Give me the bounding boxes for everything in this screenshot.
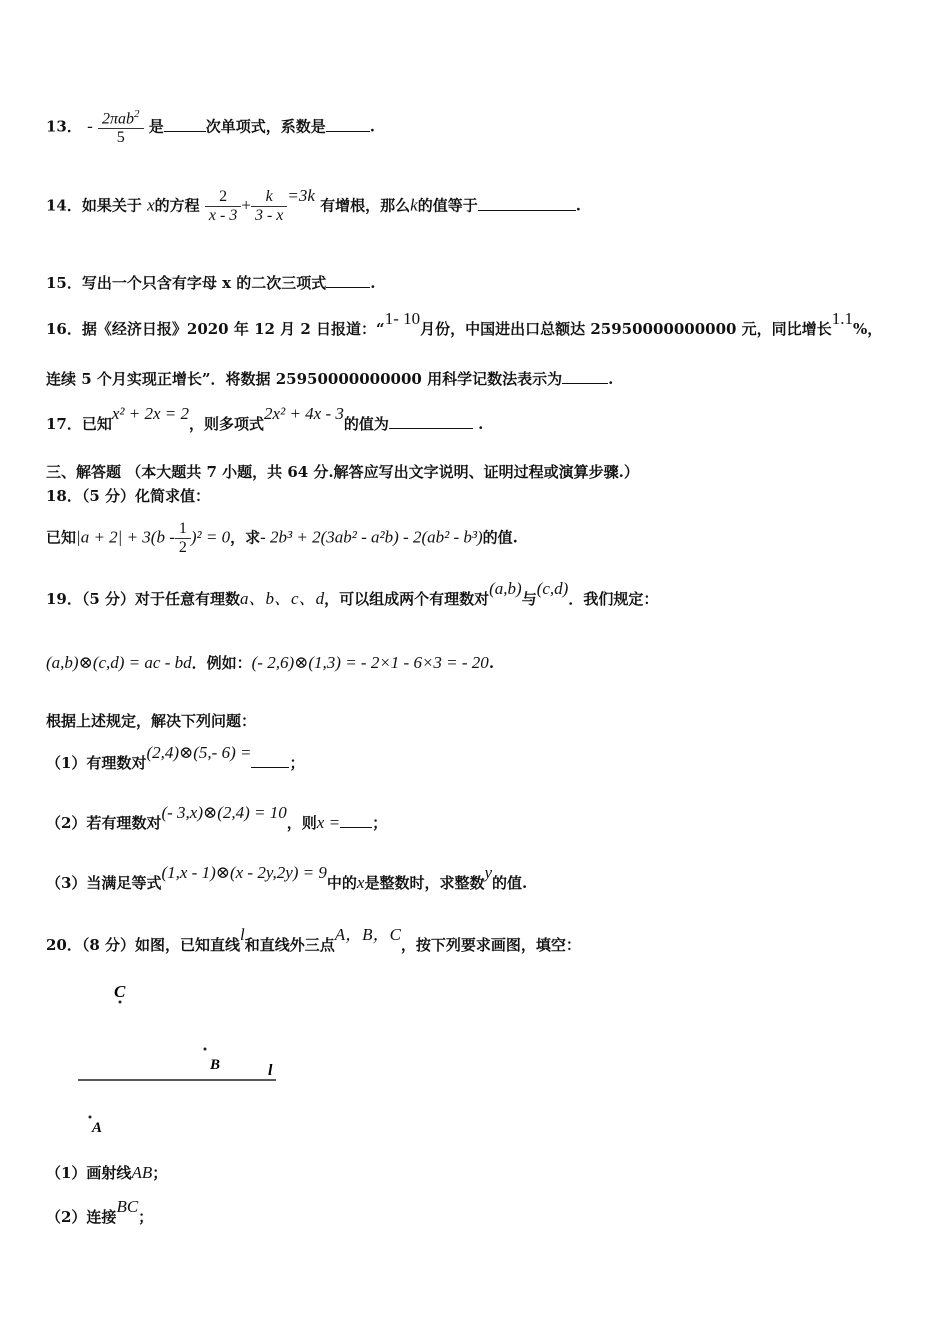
question-20-part1: （1）画射线AB； — [46, 1163, 168, 1182]
question-20: 20．（8 分）如图，已知直线l和直线外三点A，B，C，按下列要求画图，填空： — [46, 925, 581, 954]
question-19-rule: (a,b)⊗(c,d) = ac - bd．例如：(- 2,6)⊗(1,3) = - 2×1 - 6×3 = - 20. — [46, 653, 495, 672]
question-18: 18．（5 分）化简求值： — [46, 487, 211, 505]
section-3-title: 三、解答题 （本大题共 7 小题，共 64 分.解答应写出文字说明、证明过程或演算步骤.） — [46, 463, 639, 481]
q17-blank[interactable] — [389, 414, 473, 429]
question-16: 16．据《经济日报》2020 年 12 月 2 日报道：“1- 10月份，中国进出口总额达 25950000000000 元，同比增长1.1%， — [46, 309, 883, 338]
question-19: 19．（5 分）对于任意有理数a、b、c、d，可以组成两个有理数对(a,b)与(c,d)．我们规定： — [46, 579, 659, 608]
question-19-part1: （1）有理数对(2,4)⊗(5,- 6) =； — [46, 743, 305, 772]
q15-blank[interactable] — [326, 273, 370, 288]
point-a — [89, 1116, 92, 1119]
q16-blank[interactable] — [562, 369, 608, 384]
label-c: C — [114, 982, 126, 1001]
q19-p1-blank[interactable] — [251, 753, 289, 768]
label-l: l — [268, 1062, 273, 1079]
point-c — [119, 1001, 122, 1004]
question-19-part2: （2）若有理数对(- 3,x)⊗(2,4) = 10，则x = ； — [46, 803, 388, 832]
question-19-intro: 根据上述规定，解决下列问题： — [46, 712, 257, 730]
question-15: 15．写出一个只含有字母 x 的二次三项式 . — [46, 274, 376, 292]
label-b: B — [210, 1057, 221, 1073]
question-13: 13． - $\frac{2\pi ab^2}{5}$ 是 次单项式，系数是 . — [46, 108, 376, 147]
q20-figure — [70, 975, 300, 1145]
question-17: 17．已知x² + 2x = 2，则多项式2x² + 4x - 3的值为 . — [46, 404, 484, 433]
q13-blank-degree[interactable] — [164, 117, 206, 132]
q13-blank-coefficient[interactable] — [326, 117, 370, 132]
question-19-part3: （3）当满足等式(1,x - 1)⊗(x - 2y,2y) = 9中的x是整数时，求整数y的值. — [46, 863, 528, 892]
label-a: A — [92, 1120, 103, 1136]
question-18-body: 已知|a + 2| + 3(b - $\frac{1}{2}$ )² = 0，求- 2b³ + 2(3ab² - a²b) - 2(ab² - b³)的值. — [46, 520, 518, 556]
point-b — [204, 1048, 207, 1051]
question-16-line2: 连续 5 个月实现正增长”．将数据 25950000000000 用科学记数法表示为 . — [46, 370, 614, 388]
q13-fraction: $\frac{2\pi ab^2}{5}$ — [98, 108, 144, 147]
q14-blank[interactable] — [478, 196, 576, 211]
question-20-part2: （2）连接BC； — [46, 1197, 154, 1226]
question-14: 14．如果关于 x的方程 $\frac{2}{x - 3}$ + $\frac{k}{3 - x}$ =3k 有增根，那么k的值等于 . — [46, 185, 581, 224]
q19-p2-blank[interactable] — [340, 813, 372, 828]
